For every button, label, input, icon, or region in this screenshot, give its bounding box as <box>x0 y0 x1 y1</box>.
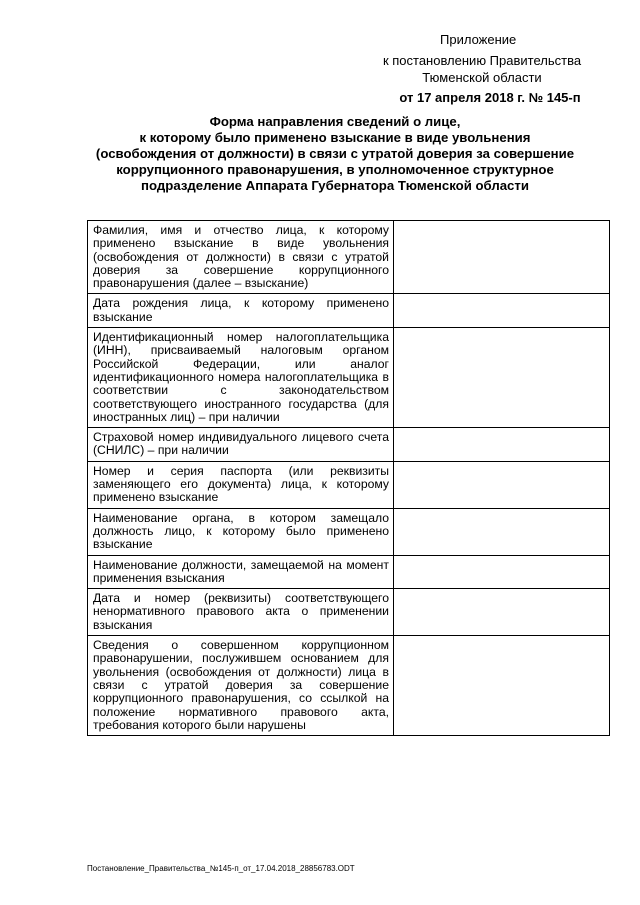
footer-filename: Постановление_Правительства_№145-п_от_17.04.2018_28856783.ODT <box>87 864 355 873</box>
field-value-inn[interactable] <box>394 328 610 428</box>
form-title-line: к которому было применено взыскание в виде увольнения <box>139 130 531 145</box>
table-row <box>88 508 610 555</box>
appendix-title-text: Приложение <box>440 32 517 47</box>
field-value-organization[interactable] <box>394 508 610 555</box>
field-label-passport: Номер и серия паспорта (или реквизиты заменяющего его документа) лица, к которому применено взыскание <box>88 461 394 508</box>
field-label-organization: Наименование органа, в котором замещало должность лицо, к которому было применено взыскание <box>88 508 394 555</box>
form-title-line: коррупционного правонарушения, в уполномоченное структурное <box>116 162 554 177</box>
field-value-full-name[interactable] <box>394 221 610 294</box>
appendix-ref-line: Тюменской области <box>422 70 542 85</box>
field-label-act-details: Дата и номер (реквизиты) соответствующего ненормативного правового акта о применении взыскания <box>88 589 394 636</box>
form-table <box>87 220 610 736</box>
field-value-act-details[interactable] <box>394 589 610 636</box>
field-value-passport[interactable] <box>394 461 610 508</box>
field-label-snils: Страховой номер индивидуального лицевого счета (СНИЛС) – при наличии <box>88 428 394 462</box>
table-row <box>88 294 610 328</box>
form-title-line: подразделение Аппарата Губернатора Тюменской области <box>141 178 529 193</box>
field-value-birth-date[interactable] <box>394 294 610 328</box>
table-row <box>88 328 610 428</box>
table-row <box>88 461 610 508</box>
field-label-inn: Идентификационный номер налогоплательщика (ИНН), присваиваемый налоговым органом Российской Федерации, или аналог идентификационного номера налогоплательщика в соответствии с законодательством соответствующего иностранного государства (для иностранных лиц) – при наличии <box>88 328 394 428</box>
table-row <box>88 221 610 294</box>
field-value-snils[interactable] <box>394 428 610 462</box>
appendix-date <box>380 89 600 106</box>
table-row <box>88 589 610 636</box>
form-title-line: (освобождения от должности) в связи с утратой доверия за совершение <box>95 146 575 161</box>
field-label-full-name: Фамилия, имя и отчество лица, к которому применено взыскание в виде увольнения (освобождения от должности) в связи с утратой доверия за совершение коррупционного правонарушения (далее – взыскание) <box>88 221 394 294</box>
table-row <box>88 636 610 736</box>
appendix-date-text: от 17 апреля 2018 г. № 145-п <box>399 90 581 105</box>
field-value-offense-info[interactable] <box>394 636 610 736</box>
field-label-position: Наименование должности, замещаемой на момент применения взыскания <box>88 555 394 589</box>
table-row <box>88 555 610 589</box>
form-title <box>80 114 590 194</box>
field-label-birth-date: Дата рождения лица, к которому применено взыскание <box>88 294 394 328</box>
table-row <box>88 428 610 462</box>
field-value-position[interactable] <box>394 555 610 589</box>
appendix-reference <box>362 52 602 86</box>
field-label-offense-info: Сведения о совершенном коррупционном правонарушении, послужившем основанием для увольнения (освобождения от должности) лица в связи с утратой доверия за совершение коррупционного правонарушения, со ссылкой на положение нормативного правового акта, требования которого были нарушены <box>88 636 394 736</box>
appendix-ref-line: к постановлению Правительства <box>382 53 582 68</box>
appendix-title <box>440 31 550 48</box>
form-title-line: Форма направления сведений о лице, <box>209 114 461 129</box>
